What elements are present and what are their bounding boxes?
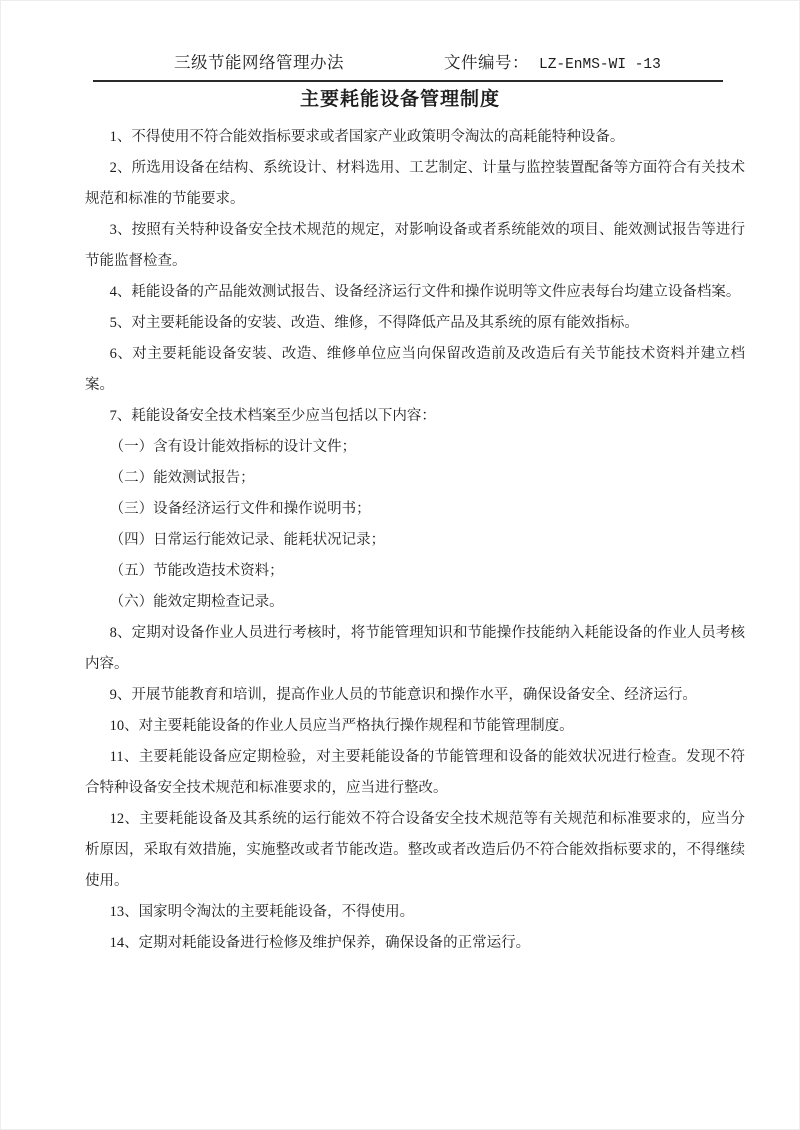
sub-clause-1: （一）含有设计能效指标的设计文件；: [109, 439, 357, 455]
clause-12: 12、主要耗能设备及其系统的运行能效不符合设备安全技术规范等有关规范和标准要求的，应当分析原因，采取有效措施，实施整改或者节能改造。整改或者改造后仍不符合能效指标要求的，不得继续使用。: [85, 811, 745, 889]
header-doc-no-label: 文件编号：: [444, 53, 529, 72]
clause-13: 13、国家明令淘汰的主要耗能设备，不得使用。: [109, 904, 415, 920]
clause-1: 1、不得使用不符合能效指标要求或者国家产业政策明令淘汰的高耗能特种设备。: [109, 129, 625, 145]
sub-clause-3: （三）设备经济运行文件和操作说明书；: [109, 501, 371, 517]
header-doc-number: [444, 52, 661, 76]
clause-7: 7、耗能设备安全技术档案至少应当包括以下内容：: [109, 408, 436, 424]
sub-clause-6: （六）能效定期检查记录。: [109, 594, 284, 610]
sub-clause-2: （二）能效测试报告；: [109, 470, 255, 486]
clause-11: 11、主要耗能设备应定期检验，对主要耗能设备的节能管理和设备的能效状况进行检查。发现不符合特种设备安全技术规范和标准要求的，应当进行整改。: [85, 749, 745, 796]
clause-8: 8、定期对设备作业人员进行考核时，将节能管理知识和节能操作技能纳入耗能设备的作业人员考核内容。: [85, 625, 745, 672]
clause-14: 14、定期对耗能设备进行检修及维护保养，确保设备的正常运行。: [109, 935, 531, 951]
clause-2: 2、所选用设备在结构、系统设计、材料选用、工艺制定、计量与监控装置配备等方面符合有关技术规范和标准的节能要求。: [85, 160, 745, 207]
document-body: [85, 122, 745, 959]
sub-clause-5: （五）节能改造技术资料；: [109, 563, 284, 579]
clause-10: 10、对主要耗能设备的作业人员应当严格执行操作规程和节能管理制度。: [109, 718, 574, 734]
clause-3: 3、按照有关特种设备安全技术规范的规定，对影响设备或者系统能效的项目、能效测试报告等进行节能监督检查。: [85, 222, 745, 269]
header-divider: [93, 80, 723, 82]
clause-9: 9、开展节能教育和培训，提高作业人员的节能意识和操作水平，确保设备安全、经济运行。: [109, 687, 697, 703]
clause-6: 6、对主要耗能设备安装、改造、维修单位应当向保留改造前及改造后有关节能技术资料并建立档案。: [85, 346, 745, 393]
sub-clause-4: （四）日常运行能效记录、能耗状况记录；: [109, 532, 386, 548]
header-doc-no-value: LZ-EnMS-WI -13: [539, 57, 661, 73]
clause-4: 4、耗能设备的产品能效测试报告、设备经济运行文件和操作说明等文件应表每台均建立设备档案。: [109, 284, 741, 300]
page-title: 主要耗能设备管理制度: [299, 89, 500, 110]
clause-5: 5、对主要耗能设备的安装、改造、维修，不得降低产品及其系统的原有能效指标。: [109, 315, 639, 331]
header-doc-title: 三级节能网络管理办法: [174, 53, 344, 72]
